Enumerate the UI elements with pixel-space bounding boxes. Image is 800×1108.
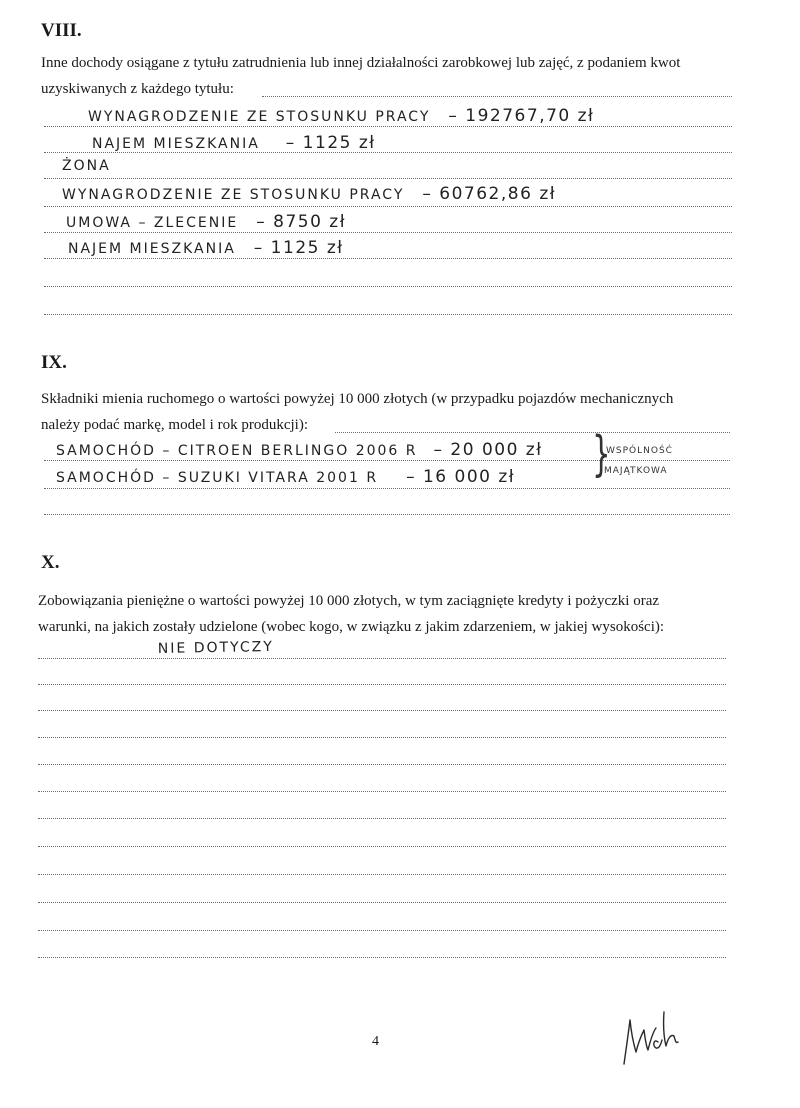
side-note-line2: MAJĄTKOWA	[604, 466, 668, 476]
answer-line	[38, 791, 726, 792]
income-entry-source: ŻONA	[62, 158, 111, 174]
asset-entry-value: – 20 000 zł	[433, 440, 543, 460]
side-note-line1: WSPÓLNOŚĆ	[606, 446, 673, 456]
answer-line	[44, 460, 730, 461]
answer-line	[38, 957, 726, 958]
answer-line	[335, 432, 730, 433]
answer-line	[38, 684, 726, 685]
answer-line	[38, 846, 726, 847]
section-x-heading: X.	[41, 552, 60, 573]
answer-line	[38, 902, 726, 903]
answer-line	[38, 930, 726, 931]
income-entry	[66, 212, 346, 232]
page-number: 4	[372, 1034, 379, 1049]
income-entry	[92, 133, 376, 153]
section-viii-heading: VIII.	[41, 20, 82, 41]
answer-line	[44, 178, 732, 179]
section-x-prompt-line1: Zobowiązania pieniężne o wartości powyżej 10 000 złotych, w tym zaciągnięte kredyty i pożyczki oraz	[38, 593, 660, 609]
signature	[614, 1002, 684, 1072]
answer-line	[44, 258, 732, 259]
asset-entry	[56, 467, 515, 487]
income-entry-amount: – 1125 zł	[253, 238, 344, 258]
asset-entry-value: – 16 000 zł	[406, 467, 516, 487]
section-ix-prompt-line2: należy podać markę, model i rok produkcji):	[41, 417, 308, 433]
asset-entry-description: SAMOCHÓD – CITROEN BERLINGO 2006 R	[56, 443, 418, 459]
answer-line	[44, 314, 732, 315]
answer-line	[38, 737, 726, 738]
income-entry	[88, 106, 594, 126]
brace-mark: }	[592, 426, 611, 482]
liabilities-answer: NIE DOTYCZY	[157, 638, 274, 657]
answer-line	[44, 126, 732, 127]
answer-line	[262, 96, 732, 97]
answer-line	[38, 710, 726, 711]
answer-line	[44, 232, 732, 233]
section-x-prompt-line2: warunki, na jakich zostały udzielone (wobec kogo, w związku z jakim zdarzeniem, w jakiej wysokości):	[38, 619, 665, 635]
answer-line	[44, 206, 732, 207]
answer-line	[38, 764, 726, 765]
answer-line	[38, 658, 726, 659]
answer-line	[38, 874, 726, 875]
income-entry-amount: – 60762,86 zł	[422, 184, 557, 204]
income-entry-amount: – 192767,70 zł	[448, 106, 595, 126]
income-entry-amount: – 8750 zł	[256, 212, 347, 232]
income-entry-source: NAJEM MIESZKANIA	[68, 241, 236, 257]
section-ix-heading: IX.	[41, 352, 67, 373]
answer-line	[38, 818, 726, 819]
section-viii-prompt-line1: Inne dochody osiągane z tytułu zatrudnienia lub innej działalności zarobkowej lub zajęć, z podaniem kwot	[41, 55, 681, 71]
answer-line	[44, 514, 730, 515]
income-entry	[62, 157, 111, 175]
answer-line	[44, 286, 732, 287]
income-entry	[62, 184, 556, 204]
income-entry	[68, 238, 344, 258]
section-viii-prompt-line2: uzyskiwanych z każdego tytułu:	[41, 81, 234, 97]
income-entry-amount: – 1125 zł	[285, 133, 376, 153]
asset-entry	[56, 440, 543, 460]
section-ix-prompt-line1: Składniki mienia ruchomego o wartości powyżej 10 000 złotych (w przypadku pojazdów mechanicznych	[41, 391, 674, 407]
income-entry-source: WYNAGRODZENIE ZE STOSUNKU PRACY	[88, 109, 431, 125]
asset-entry-description: SAMOCHÓD – SUZUKI VITARA 2001 R	[56, 470, 379, 486]
income-entry-source: WYNAGRODZENIE ZE STOSUNKU PRACY	[62, 187, 405, 203]
income-entry-source: NAJEM MIESZKANIA	[92, 136, 260, 152]
income-entry-source: UMOWA – ZLECENIE	[66, 215, 239, 231]
answer-line	[44, 488, 730, 489]
